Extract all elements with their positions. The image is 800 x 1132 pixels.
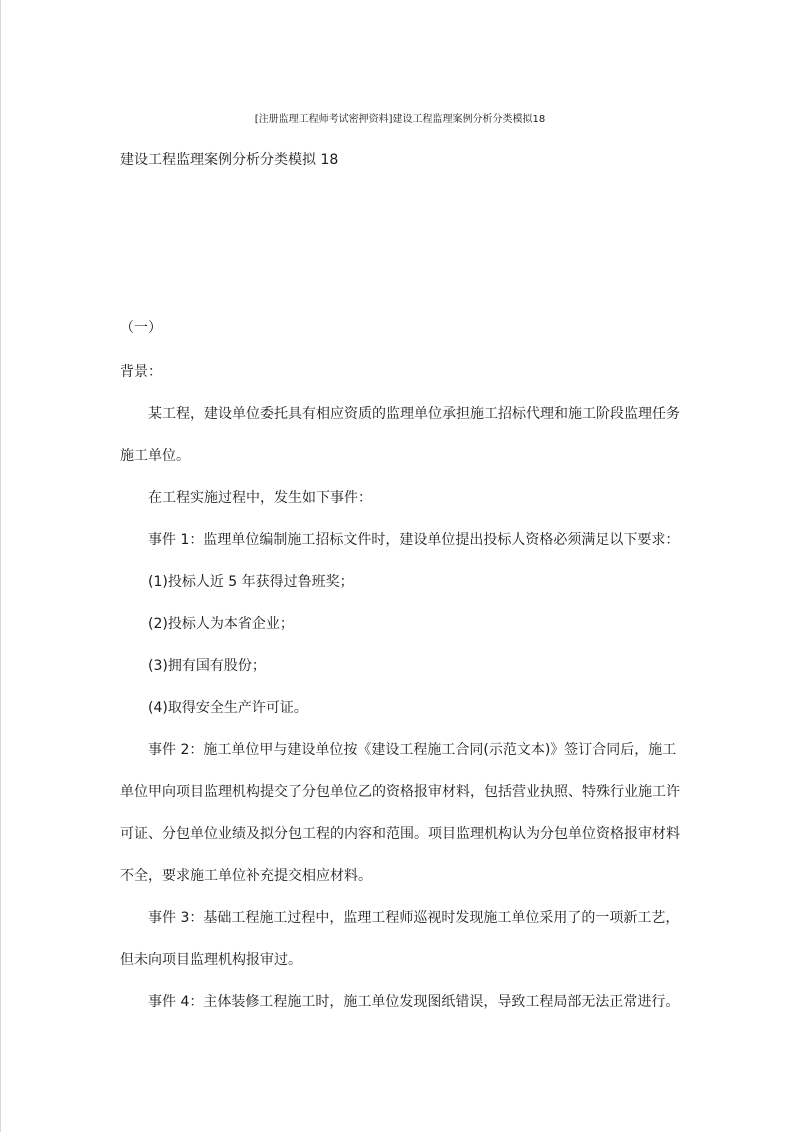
background-label: 背景： [120, 364, 162, 380]
list-item: (4)取得安全生产许可证。 [148, 700, 308, 716]
section-heading: （一） [120, 320, 162, 336]
paragraph-line: 单位甲向项目监理机构提交了分包单位乙的资格报审材料，包括营业执照、特殊行业施工许 [120, 784, 680, 800]
document-title: [注册监理工程师考试密押资料]建设工程监理案例分析分类模拟18 [254, 114, 546, 125]
paragraph-line: 可证、分包单位业绩及拟分包工程的内容和范围。项目监理机构认为分包单位资格报审材料 [120, 826, 680, 842]
paragraph-line: 事件 2：施工单位甲与建设单位按《建设工程施工合同(示范文本)》签订合同后，施工 [148, 742, 677, 758]
page-edge-rule [0, 0, 1, 1132]
paragraph-line: 某工程，建设单位委托具有相应资质的监理单位承担施工招标代理和施工阶段监理任务 [148, 406, 680, 422]
document-subtitle: 建设工程监理案例分析分类模拟 18 [120, 152, 339, 168]
paragraph-line: 施工单位。 [120, 448, 190, 464]
paragraph-line: 事件 4：主体装修工程施工时，施工单位发现图纸错误，导致工程局部无法正常进行。 [148, 994, 680, 1010]
paragraph-line: 在工程实施过程中，发生如下事件： [148, 490, 372, 506]
paragraph-line: 不全，要求施工单位补充提交相应材料。 [120, 868, 372, 884]
paragraph-line: 但未向项目监理机构报审过。 [120, 952, 302, 968]
paragraph-line: 事件 3：基础工程施工过程中，监理工程师巡视时发现施工单位采用了的一项新工艺， [148, 910, 680, 926]
list-item: (3)拥有国有股份； [148, 658, 266, 674]
list-item: (1)投标人近 5 年获得过鲁班奖； [148, 574, 354, 590]
list-item: (2)投标人为本省企业； [148, 616, 294, 632]
paragraph-line: 事件 1：监理单位编制施工招标文件时，建设单位提出投标人资格必须满足以下要求： [148, 532, 680, 548]
